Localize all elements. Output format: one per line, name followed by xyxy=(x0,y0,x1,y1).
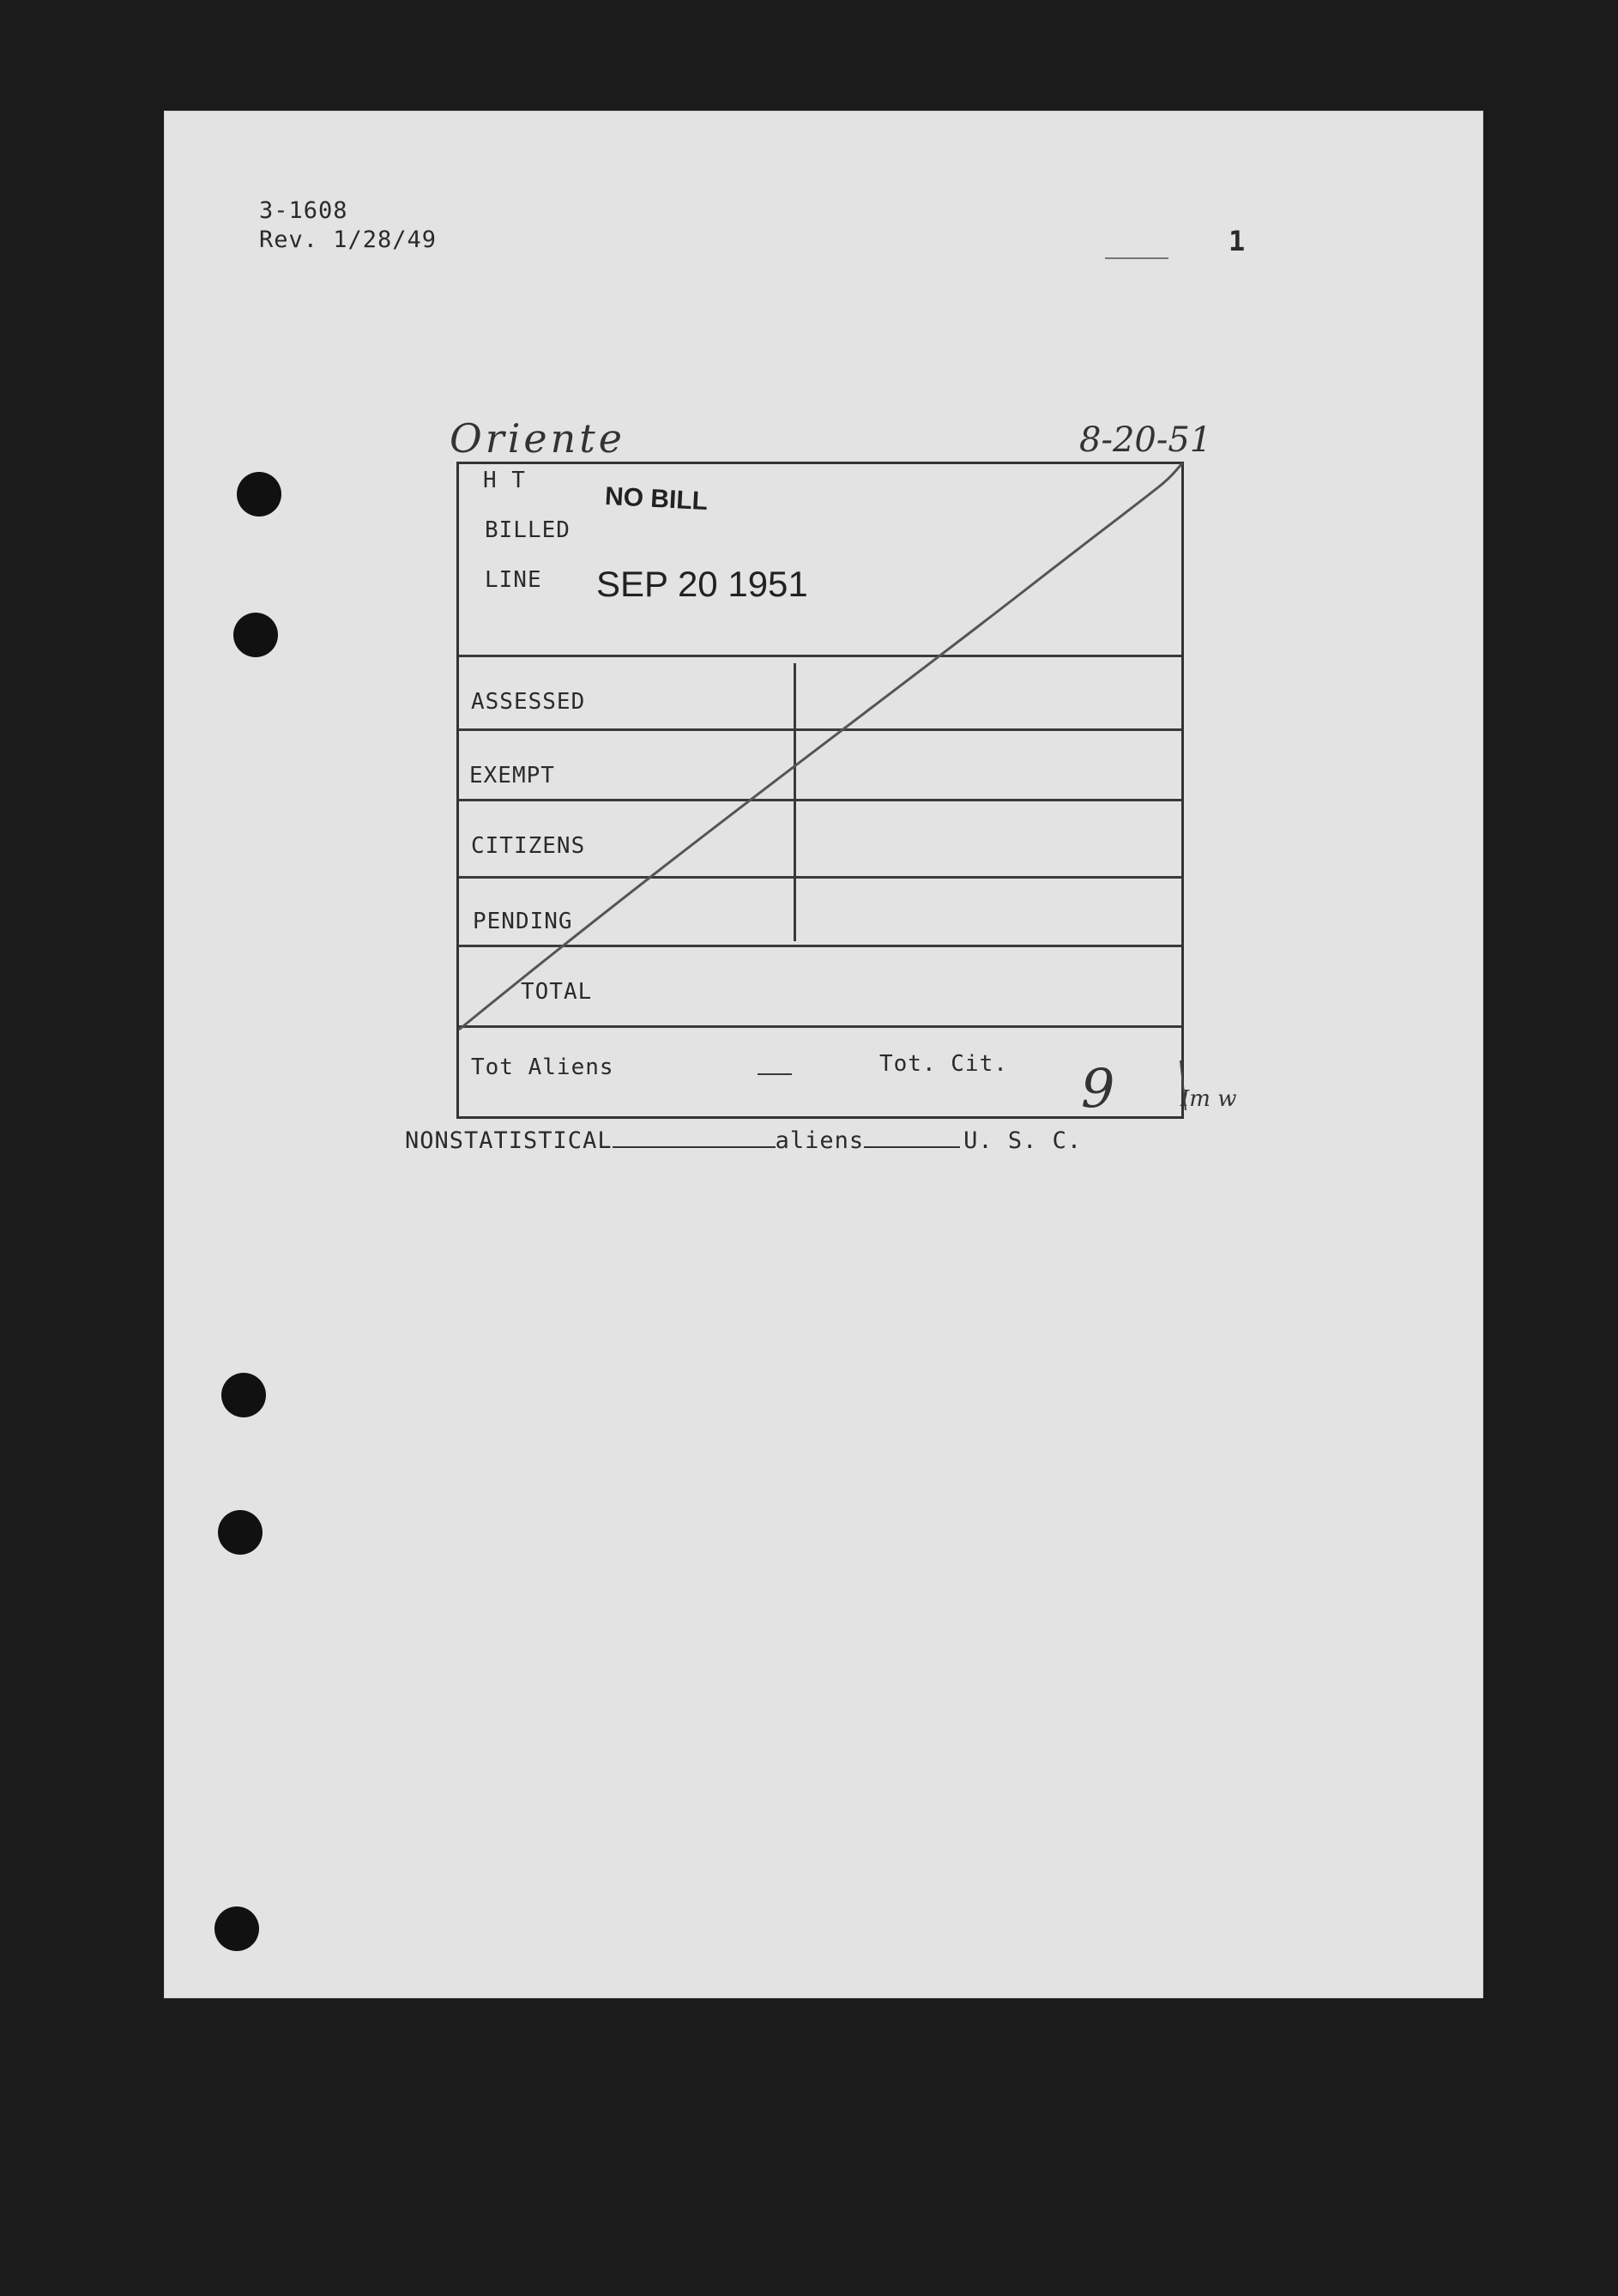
label-ht: H T xyxy=(483,468,526,493)
label-line: LINE xyxy=(485,567,542,593)
label-tot-cit: Tot. Cit. xyxy=(879,1051,1008,1077)
nonstatistical-blank xyxy=(613,1146,776,1148)
no-bill-stamp: NO BILL xyxy=(604,481,709,517)
form-revision: Rev. 1/28/49 xyxy=(259,227,438,253)
handwritten-ship-name: Oriente xyxy=(450,415,625,462)
aliens-blank xyxy=(864,1146,960,1148)
cancellation-slash xyxy=(165,112,1482,1997)
handwritten-date: 8-20-51 xyxy=(1079,420,1212,460)
document-page xyxy=(165,112,1482,1997)
label-total: TOTAL xyxy=(521,979,593,1005)
page-number: 1 xyxy=(1229,225,1247,257)
usc-label: U. S. C. xyxy=(963,1127,1083,1154)
label-citizens: CITIZENS xyxy=(471,833,586,859)
handwritten-count: 9 xyxy=(1081,1057,1115,1120)
label-billed: BILLED xyxy=(485,517,571,543)
handwritten-initials: Im w xyxy=(1180,1086,1237,1112)
date-stamp: SEP 20 1951 xyxy=(596,564,808,604)
footer-nonstatistical xyxy=(405,1127,1082,1154)
label-pending: PENDING xyxy=(473,909,573,934)
aliens-label: aliens xyxy=(775,1127,865,1154)
label-exempt: EXEMPT xyxy=(469,763,555,788)
nonstatistical-label: NONSTATISTICAL xyxy=(405,1127,613,1154)
form-number: 3-1608 xyxy=(259,197,348,224)
label-assessed: ASSESSED xyxy=(471,689,586,715)
label-tot-aliens: Tot Aliens xyxy=(471,1054,614,1080)
